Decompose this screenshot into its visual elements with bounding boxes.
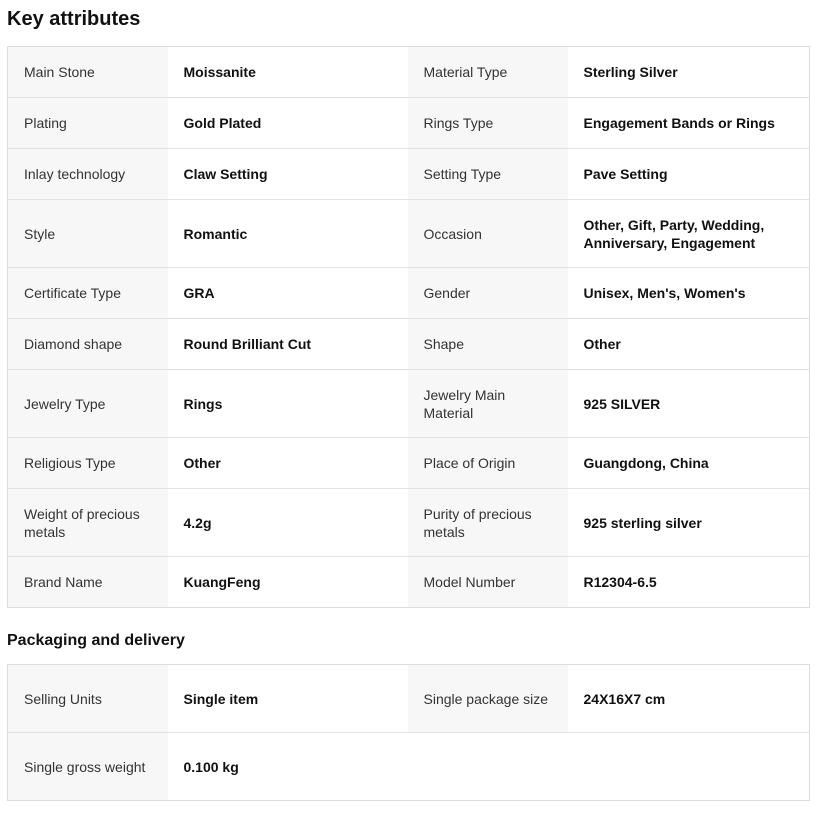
attribute-value: GRA	[168, 268, 408, 319]
attribute-label: Setting Type	[408, 149, 568, 200]
table-row	[8, 438, 810, 489]
attribute-label: Purity of precious metals	[408, 489, 568, 557]
table-row	[8, 665, 810, 733]
attribute-value: Claw Setting	[168, 149, 408, 200]
table-row	[8, 47, 810, 98]
attribute-label: Certificate Type	[8, 268, 168, 319]
attribute-label: Place of Origin	[408, 438, 568, 489]
attribute-value: Round Brilliant Cut	[168, 319, 408, 370]
attribute-value: 0.100 kg	[168, 733, 408, 801]
attribute-value: Romantic	[168, 200, 408, 268]
attribute-value: Rings	[168, 370, 408, 438]
attribute-label: Plating	[8, 98, 168, 149]
attribute-value: 925 sterling silver	[568, 489, 810, 557]
attribute-label: Diamond shape	[8, 319, 168, 370]
table-row	[8, 149, 810, 200]
key-attributes-heading: Key attributes	[7, 8, 141, 30]
attribute-value: R12304-6.5	[568, 557, 810, 608]
key-attributes-table	[7, 46, 810, 608]
attribute-label: Jewelry Type	[8, 370, 168, 438]
table-row	[8, 489, 810, 557]
attribute-label: Model Number	[408, 557, 568, 608]
table-row	[8, 98, 810, 149]
attribute-value: Other, Gift, Party, Wedding, Anniversary, Engagement	[568, 200, 810, 268]
attribute-label: Brand Name	[8, 557, 168, 608]
attribute-value: KuangFeng	[168, 557, 408, 608]
attribute-label: Rings Type	[408, 98, 568, 149]
table-row	[8, 370, 810, 438]
attribute-value: 925 SILVER	[568, 370, 810, 438]
attribute-value: Other	[168, 438, 408, 489]
table-row	[8, 319, 810, 370]
packaging-table	[7, 664, 810, 801]
table-row	[8, 557, 810, 608]
attribute-value: Pave Setting	[568, 149, 810, 200]
attributes-panel	[7, 0, 809, 801]
attribute-label: Main Stone	[8, 47, 168, 98]
attribute-value: Guangdong, China	[568, 438, 810, 489]
attribute-value: 4.2g	[168, 489, 408, 557]
attribute-value: Engagement Bands or Rings	[568, 98, 810, 149]
attribute-value: Other	[568, 319, 810, 370]
attribute-label: Weight of precious metals	[8, 489, 168, 557]
attribute-label: Occasion	[408, 200, 568, 268]
attribute-label: Religious Type	[8, 438, 168, 489]
empty-cell	[568, 733, 810, 801]
attribute-label: Style	[8, 200, 168, 268]
attribute-value: Unisex, Men's, Women's	[568, 268, 810, 319]
attribute-value: Moissanite	[168, 47, 408, 98]
attribute-label: Material Type	[408, 47, 568, 98]
attribute-value: Sterling Silver	[568, 47, 810, 98]
table-row	[8, 733, 810, 801]
attribute-label: Shape	[408, 319, 568, 370]
attribute-value: 24X16X7 cm	[568, 665, 810, 733]
attribute-value: Single item	[168, 665, 408, 733]
table-row	[8, 200, 810, 268]
attribute-label: Single package size	[408, 665, 568, 733]
attribute-label: Selling Units	[8, 665, 168, 733]
empty-cell	[408, 733, 568, 801]
table-row	[8, 268, 810, 319]
attribute-label: Inlay technology	[8, 149, 168, 200]
attribute-label: Single gross weight	[8, 733, 168, 801]
packaging-heading: Packaging and delivery	[7, 632, 185, 649]
attribute-label: Jewelry Main Material	[408, 370, 568, 438]
attribute-value: Gold Plated	[168, 98, 408, 149]
attribute-label: Gender	[408, 268, 568, 319]
